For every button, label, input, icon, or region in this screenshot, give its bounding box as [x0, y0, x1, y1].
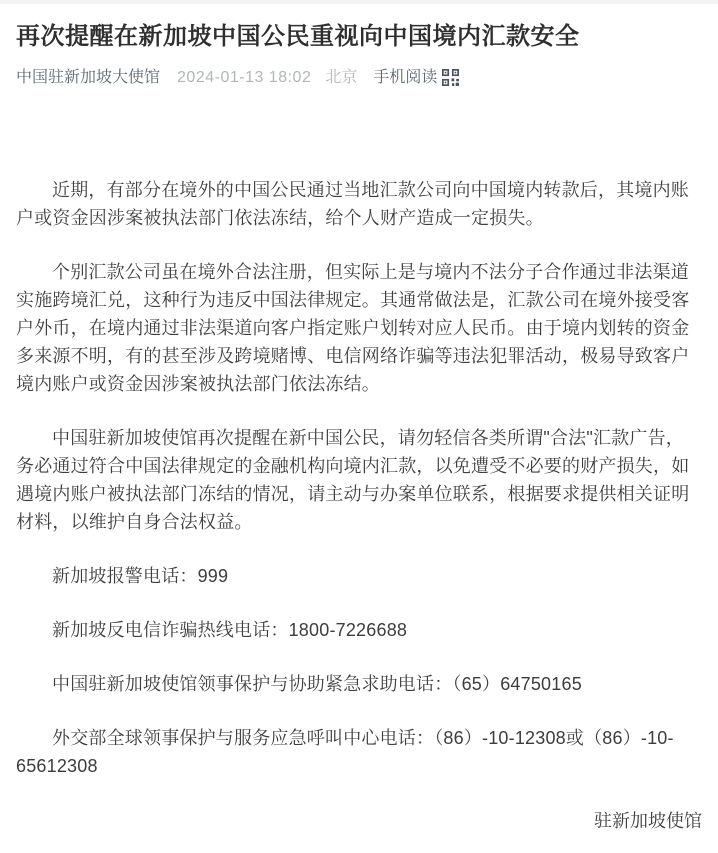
article-body	[16, 176, 702, 853]
meta-source: 中国驻新加坡大使馆	[16, 69, 161, 86]
article-paragraph: 中国驻新加坡使馆再次提醒在新中国公民，请勿轻信各类所谓"合法"汇款广告，务必通过符合中国法律规定的金融机构向境内汇款，以免遭受不必要的财产损失，如遇境内账户被执法部门冻结的情况，请主动与办案单位联系，根据要求提供相关证明材料，以维护自身合法权益。	[16, 428, 690, 532]
meta-location: 北京	[325, 69, 358, 86]
article-meta	[16, 67, 702, 88]
article-paragraph: 近期，有部分在境外的中国公民通过当地汇款公司向中国境内转款后，其境内账户或资金因涉案被执法部门依法冻结，给个人财产造成一定损失。	[16, 180, 689, 228]
mobile-read-label: 手机阅读	[373, 69, 438, 86]
hotline-police: 新加坡报警电话：999	[52, 566, 229, 586]
meta-datetime: 2024-01-13 18:02	[177, 69, 312, 86]
article-page	[0, 4, 718, 853]
hotline-embassy-consular: 中国驻新加坡使馆领事保护与协助紧急求助电话：（65）64750165	[52, 674, 582, 694]
mobile-read-button[interactable]	[373, 67, 459, 88]
hotline-mfa-global: 外交部全球领事保护与服务应急呼叫中心电话：（86）-10-12308或（86）-10-65612308	[16, 728, 674, 776]
article-paragraph: 个别汇款公司虽在境外合法注册，但实际上是与境内不法分子合作通过非法渠道实施跨境汇兑，这种行为违反中国法律规定。其通常做法是，汇款公司在境外接受客户外币，在境内通过非法渠道向客户指定账户划转对应人民币。由于境内划转的资金多来源不明，有的甚至涉及跨境赌博、电信网络诈骗等违法犯罪活动，极易导致客户境内账户或资金因涉案被执法部门依法冻结。	[16, 262, 690, 394]
hotline-anti-scam: 新加坡反电信诈骗热线电话：1800-7226688	[52, 620, 408, 640]
page-title: 再次提醒在新加坡中国公民重视向中国境内汇款安全	[16, 23, 580, 50]
article-signature: 驻新加坡使馆	[594, 811, 702, 831]
qr-code-icon[interactable]	[442, 69, 459, 86]
